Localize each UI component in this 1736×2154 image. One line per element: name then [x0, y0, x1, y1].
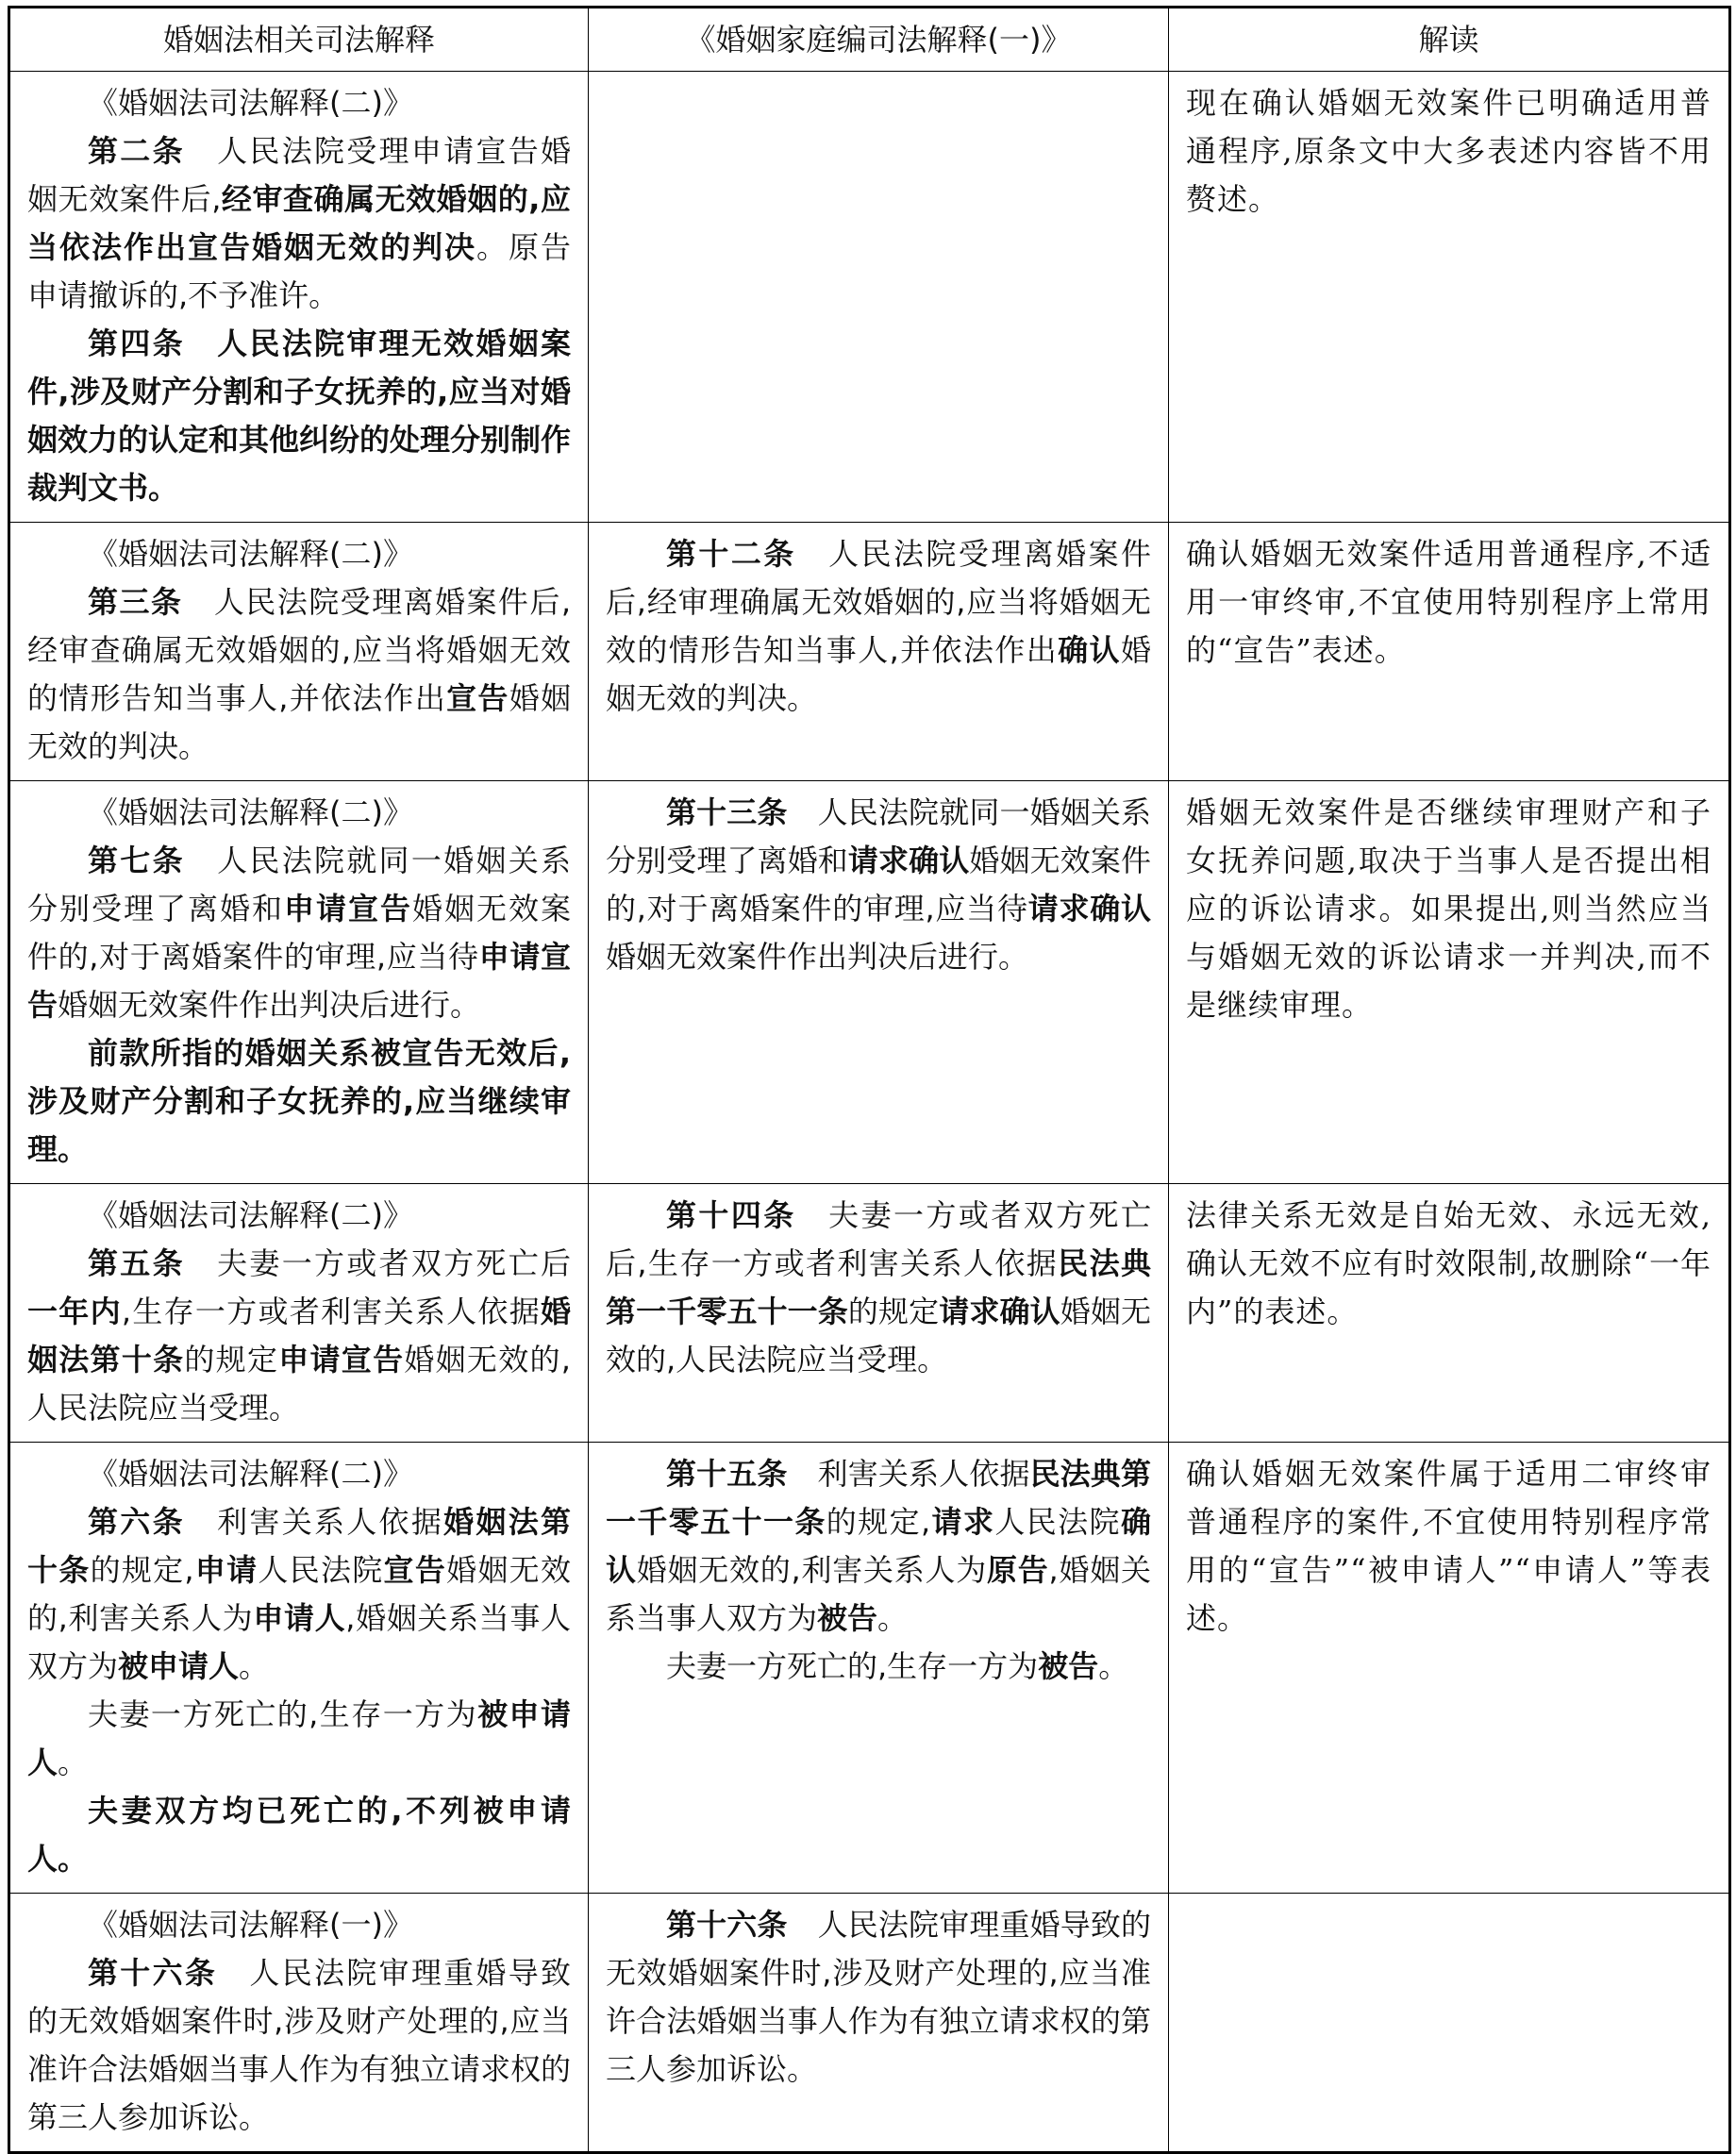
- cell-new-provision: [589, 1894, 1169, 2153]
- text-run: 人民法院: [994, 1504, 1121, 1540]
- table-row: [9, 1894, 1730, 2153]
- paragraph: [606, 1643, 1151, 1691]
- emphasis-text: 被申请人: [118, 1648, 240, 1684]
- text-run: 确认婚姻无效案件属于适用二审终审普通程序的案件,不宜使用特别程序常用的“宣告”“被申请人”“申请人”等表述。: [1186, 1456, 1711, 1636]
- text-run: 利害关系人依据: [184, 1504, 444, 1540]
- cell-commentary: [1169, 1894, 1730, 2153]
- paragraph: [27, 1029, 571, 1174]
- table-row: [9, 1184, 1730, 1443]
- text-run: 婚姻无效案件的,对于离婚案件的审理,应当待: [27, 891, 571, 975]
- emphasis-text: 确认: [606, 1504, 1151, 1588]
- text-run: 人民法院: [258, 1552, 384, 1588]
- cell-new-provision: [589, 523, 1169, 781]
- emphasis-text: 第十六条: [666, 1907, 788, 1943]
- emphasis-text: 被告: [817, 1600, 878, 1636]
- source-title: [27, 79, 571, 127]
- text-run: 的规定,: [826, 1504, 931, 1540]
- emphasis-text: 申请宣告: [278, 1342, 405, 1378]
- source-title: [27, 1450, 571, 1498]
- text-run: 婚姻无效案件是否继续审理财产和子女抚养问题,取决于当事人是否提出相应的诉讼请求。如果提出,则当然应当与婚姻无效的诉讼请求一并判决,而不是继续审理。: [1186, 794, 1711, 1023]
- emphasis-text: 申请宣告: [27, 939, 571, 1023]
- emphasis-text: 宣告: [446, 680, 509, 716]
- emphasis-text: 第七条: [88, 843, 185, 878]
- table-row: [9, 523, 1730, 781]
- emphasis-text: 第十二条: [666, 536, 796, 572]
- text-run: 《婚姻法司法解释(二)》: [88, 1456, 413, 1492]
- text-run: 夫妻一方或者双方死亡后: [184, 1245, 571, 1281]
- emphasis-text: 第六条: [88, 1504, 185, 1540]
- text-run: 。: [239, 1648, 270, 1684]
- cell-commentary: [1169, 1184, 1730, 1443]
- paragraph: [27, 1498, 571, 1691]
- cell-old-provision: [9, 1443, 589, 1894]
- paragraph: [606, 1450, 1151, 1643]
- emphasis-text: 被告: [1038, 1648, 1099, 1684]
- cell-old-provision: [9, 523, 589, 781]
- text-run: 婚姻无效的,人民法院应当受理。: [606, 1294, 1151, 1378]
- text-run: 婚姻无效的判决。: [27, 680, 571, 764]
- paragraph: [27, 1787, 571, 1883]
- paragraph: [27, 1240, 571, 1432]
- comparison-table: [8, 6, 1731, 2154]
- text-run: 《婚姻法司法解释(二)》: [88, 85, 413, 121]
- emphasis-text: 第四条 人民法院审理无效婚姻案件,涉及财产分割和子女抚养的,应当对婚姻效力的认定和其他纠纷的处理分别制作裁判文书。: [27, 326, 572, 506]
- table-row: [9, 72, 1730, 523]
- text-run: 。原告申请撤诉的,不予准许。: [27, 229, 571, 313]
- emphasis-text: 第十三条: [666, 794, 788, 830]
- paragraph: [27, 127, 571, 320]
- emphasis-text: 第十六条: [88, 1955, 218, 1991]
- text-run: 人民法院受理离婚案件后,经审查确属无效婚姻的,应当将婚姻无效的情形告知当事人,并依法作出: [27, 584, 571, 716]
- text-run: 婚姻无效的,利害关系人为: [27, 1552, 571, 1636]
- text-run: 婚姻无效的,人民法院应当受理。: [27, 1342, 571, 1426]
- emphasis-text: 申请人: [253, 1600, 346, 1636]
- text-run: 人民法院审理重婚导致的无效婚姻案件时,涉及财产处理的,应当准许合法婚姻当事人作为有独立请求权的第三人参加诉讼。: [606, 1907, 1151, 2087]
- emphasis-text: 第十五条: [666, 1456, 788, 1492]
- paragraph: [27, 837, 571, 1029]
- paragraph: [27, 578, 571, 771]
- paragraph: [606, 530, 1151, 723]
- text-run: 的规定,: [90, 1552, 194, 1588]
- text-run: 夫妻一方死亡的,生存一方为: [88, 1696, 478, 1732]
- cell-new-provision: [589, 72, 1169, 523]
- text-run: 《婚姻法司法解释(一)》: [88, 1907, 413, 1943]
- cell-commentary: [1169, 1443, 1730, 1894]
- cell-new-provision: [589, 1443, 1169, 1894]
- emphasis-text: 民法典第一千零五十一条: [606, 1245, 1151, 1329]
- cell-commentary: [1169, 72, 1730, 523]
- text-run: 人民法院审理重婚导致的无效婚姻案件时,涉及财产处理的,应当准许合法婚姻当事人作为有独立请求权的第三人参加诉讼。: [27, 1955, 572, 2135]
- emphasis-text: 宣告: [383, 1552, 447, 1588]
- text-run: 夫妻一方死亡的,生存一方为: [666, 1648, 1039, 1684]
- paragraph: [27, 320, 571, 512]
- text-run: 婚姻无效的,利害关系人为: [636, 1552, 988, 1588]
- paragraph: [1186, 1450, 1711, 1643]
- paragraph: [1186, 789, 1711, 1029]
- cell-new-provision: [589, 1184, 1169, 1443]
- text-run: 人民法院受理申请宣告婚姻无效案件后,: [27, 133, 571, 217]
- emphasis-text: 确认: [1058, 632, 1121, 668]
- text-run: 婚姻无效案件作出判决后进行。: [58, 987, 481, 1023]
- emphasis-text: 申请宣告: [283, 891, 412, 927]
- table-row: [9, 1443, 1730, 1894]
- cell-old-provision: [9, 1184, 589, 1443]
- text-run: 人民法院就同一婚姻关系分别受理了离婚和: [606, 794, 1151, 878]
- table-row: [9, 781, 1730, 1184]
- emphasis-text: 夫妻双方均已死亡的,不列被申请人。: [27, 1793, 571, 1877]
- paragraph: [606, 1192, 1151, 1384]
- header-row: [9, 8, 1730, 72]
- text-run: ,生存一方或者利害关系人依据: [121, 1294, 541, 1329]
- cell-new-provision: [589, 781, 1169, 1184]
- emphasis-text: 请求确认: [847, 843, 970, 878]
- cell-old-provision: [9, 72, 589, 523]
- emphasis-text: 婚姻法第十条: [27, 1294, 571, 1378]
- paragraph: [606, 1901, 1151, 2094]
- emphasis-text: 被申请人: [27, 1696, 571, 1780]
- paragraph: [27, 1691, 571, 1787]
- cell-commentary: [1169, 523, 1730, 781]
- emphasis-text: 第二条: [88, 133, 185, 169]
- paragraph: [1186, 1192, 1711, 1336]
- emphasis-text: 经审查确属无效婚姻的,应当依法作出宣告婚姻无效的判决: [27, 181, 571, 265]
- emphasis-text: 婚姻法第十条: [27, 1504, 571, 1588]
- cell-old-provision: [9, 781, 589, 1184]
- text-run: 法律关系无效是自始无效、永远无效,确认无效不应有时效限制,故删除“一年内”的表述。: [1186, 1197, 1711, 1329]
- text-run: 。: [58, 1745, 89, 1780]
- emphasis-text: 前款所指的婚姻关系被宣告无效后,涉及财产分割和子女抚养的,应当继续审理。: [27, 1035, 571, 1167]
- text-run: 人民法院受理离婚案件后,经审理确属无效婚姻的,应当将婚姻无效的情形告知当事人,并依法作出: [606, 536, 1151, 668]
- text-run: 《婚姻法司法解释(二)》: [88, 1197, 413, 1233]
- text-run: ,婚姻关系当事人双方为: [606, 1552, 1151, 1636]
- text-run: 。: [1098, 1648, 1129, 1684]
- text-run: 现在确认婚姻无效案件已明确适用普通程序,原条文中大多表述内容皆不用赘述。: [1186, 85, 1711, 217]
- text-run: ,婚姻关系当事人双方为: [27, 1600, 571, 1684]
- source-title: [27, 530, 571, 578]
- emphasis-text: 第十四条: [666, 1197, 796, 1233]
- header-commentary: 解读: [1169, 8, 1730, 72]
- text-run: 利害关系人依据: [787, 1456, 1030, 1492]
- text-run: 《婚姻法司法解释(二)》: [88, 536, 413, 572]
- text-run: 确认婚姻无效案件适用普通程序,不适用一审终审,不宜使用特别程序上常用的“宣告”表述。: [1186, 536, 1711, 668]
- text-run: 《婚姻法司法解释(二)》: [88, 794, 413, 830]
- text-run: 的规定: [847, 1294, 940, 1329]
- source-title: [27, 1192, 571, 1240]
- emphasis-text: 第五条: [88, 1245, 185, 1281]
- text-run: 人民法院就同一婚姻关系分别受理了离婚和: [27, 843, 571, 927]
- paragraph: [27, 1949, 571, 2142]
- emphasis-text: 请求确认: [1027, 891, 1151, 927]
- emphasis-text: 一年内: [27, 1294, 122, 1329]
- emphasis-text: 申请: [193, 1552, 259, 1588]
- source-title: [27, 789, 571, 837]
- paragraph: [1186, 79, 1711, 224]
- text-run: 婚姻无效案件作出判决后进行。: [606, 939, 1029, 975]
- cell-commentary: [1169, 781, 1730, 1184]
- text-run: 婚姻无效案件的,对于离婚案件的审理,应当待: [606, 843, 1151, 927]
- header-family-code-interpretation: 《婚姻家庭编司法解释(一)》: [589, 8, 1169, 72]
- emphasis-text: 请求确认: [939, 1294, 1060, 1329]
- emphasis-text: 原告: [987, 1552, 1049, 1588]
- paragraph: [1186, 530, 1711, 675]
- cell-old-provision: [9, 1894, 589, 2153]
- emphasis-text: 第三条: [88, 584, 183, 620]
- emphasis-text: 民法典第一千零五十一条: [606, 1456, 1151, 1540]
- header-related-interpretations: 婚姻法相关司法解释: [9, 8, 589, 72]
- text-run: 夫妻一方或者双方死亡后,生存一方或者利害关系人依据: [606, 1197, 1151, 1281]
- text-run: 婚姻无效的判决。: [606, 632, 1151, 716]
- text-run: 的规定: [184, 1342, 279, 1378]
- source-title: [27, 1901, 571, 1949]
- text-run: 。: [877, 1600, 909, 1636]
- paragraph: [606, 789, 1151, 981]
- emphasis-text: 请求: [930, 1504, 995, 1540]
